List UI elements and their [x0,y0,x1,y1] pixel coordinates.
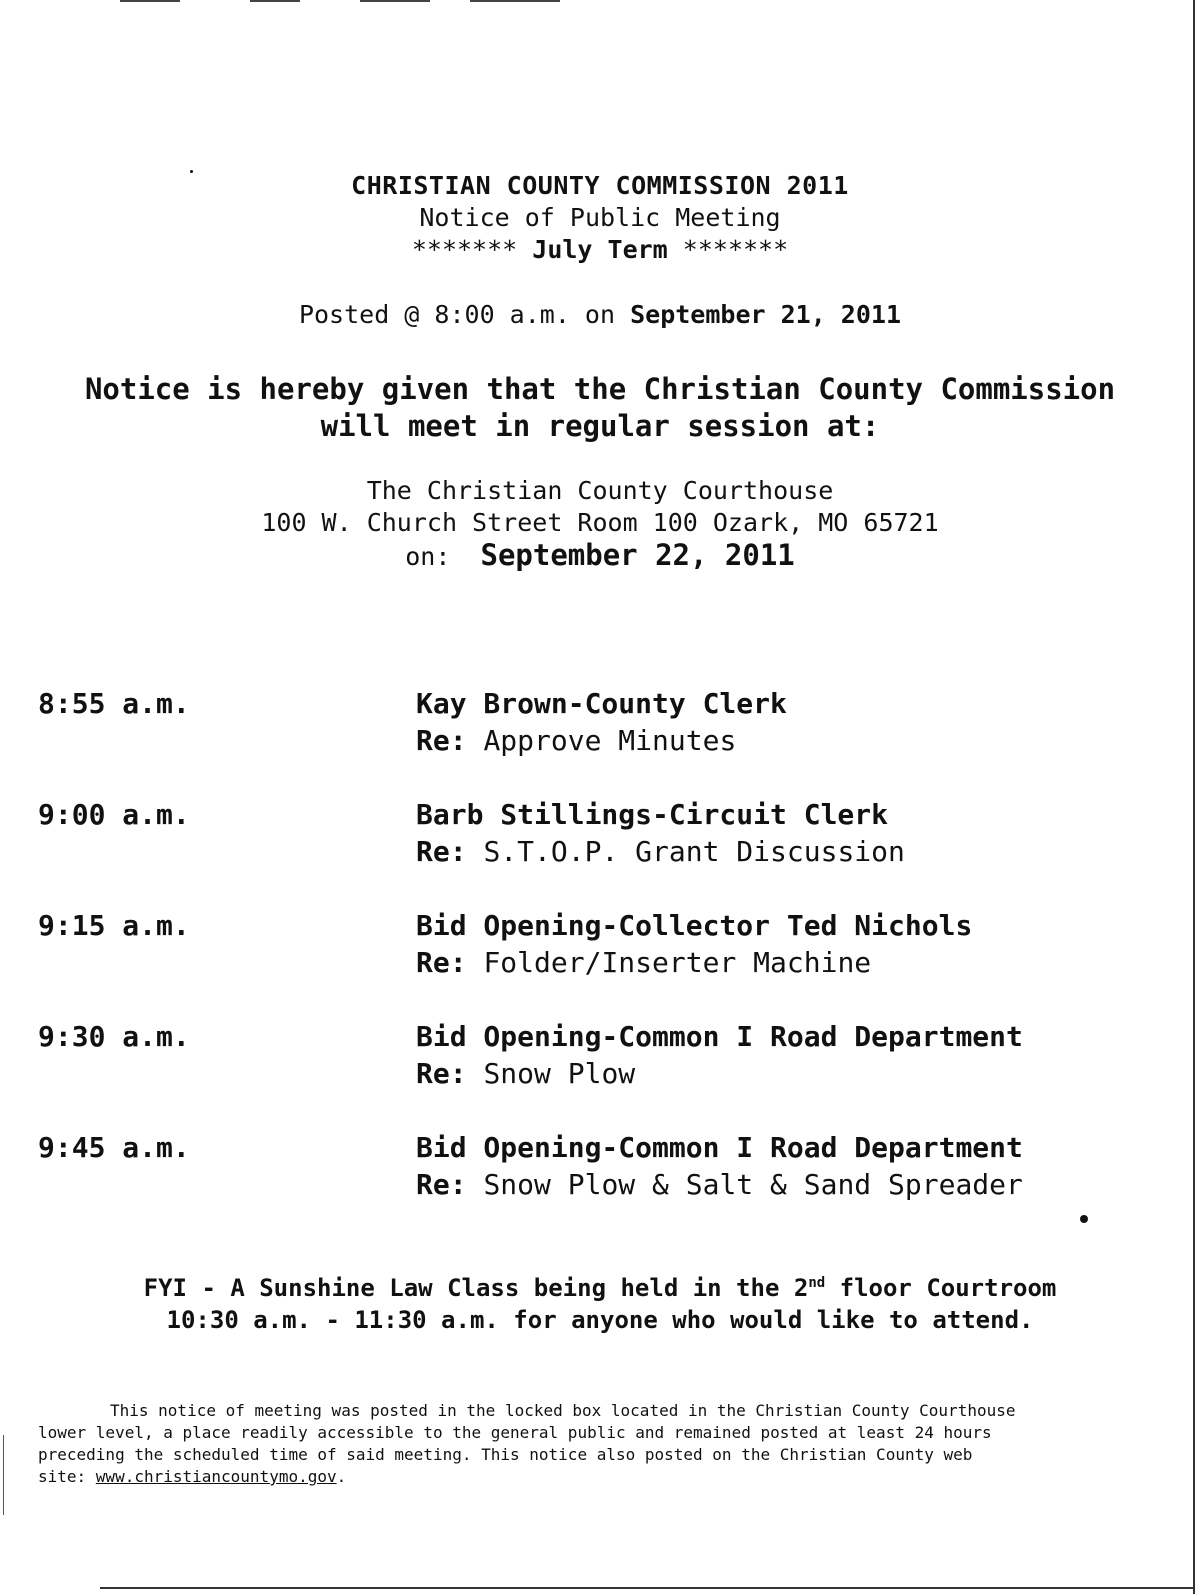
document-header [0,170,1200,266]
footnote-line-3: preceding the scheduled time of said meeting. This notice also posted on the Christian County web [38,1445,973,1464]
agenda-item [38,1130,1138,1241]
topic-text: Folder/Inserter Machine [483,946,872,979]
agenda-time: 9:00 a.m. [38,798,190,831]
document-title: CHRISTIAN COUNTY COMMISSION 2011 [351,171,849,200]
agenda-item [38,686,1138,797]
re-label: Re: [416,1057,467,1090]
agenda-speaker: Kay Brown-County Clerk [416,687,787,720]
page-edge-left [3,1435,4,1515]
agenda-topic [416,945,871,981]
agenda-time: 9:15 a.m. [38,909,190,942]
term-line [0,234,1200,266]
on-label: on: [405,542,451,571]
agenda-topic [416,834,905,870]
notice-statement [0,371,1200,445]
agenda-time: 8:55 a.m. [38,687,190,720]
agenda-list [38,686,1138,1241]
fyi-line-1-text: FYI - A Sunshine Law Class being held in the 2 [143,1274,809,1302]
fyi-notice [0,1267,1200,1336]
term-stars-left: ******* [411,235,518,264]
footnote-line-1: This notice of meeting was posted in the locked box located in the Christian County Courthouse [110,1401,1016,1420]
notice-line-2: will meet in regular session at: [320,409,880,443]
term-stars-right: ******* [682,235,789,264]
website-link[interactable]: www.christiancountymo.gov [95,1467,337,1486]
scan-artifact [360,0,430,2]
fyi-line-1 [0,1267,1200,1304]
page-edge-bottom [100,1587,1195,1589]
fyi-line-1-rest: floor Courtroom [825,1274,1057,1302]
re-label: Re: [416,835,467,868]
location-building: The Christian County Courthouse [366,476,834,505]
agenda-speaker: Bid Opening-Collector Ted Nichols [416,909,973,942]
agenda-item [38,908,1138,1019]
scan-artifact [120,0,180,2]
agenda-topic [416,1056,635,1092]
meeting-location [0,475,1200,573]
posted-date: September 21, 2011 [630,300,902,329]
re-label: Re: [416,724,467,757]
notice-line-1: Notice is hereby given that the Christian County Commission [84,372,1116,406]
location-address: 100 W. Church Street Room 100 Ozark, MO 65721 [261,508,939,537]
topic-text: Approve Minutes [483,724,737,757]
ordinal-suffix: nd [808,1275,826,1291]
scan-artifact [470,0,560,2]
footnote-line-4 [38,1466,1138,1488]
footnote-line-2: lower level, a place readily accessible to the general public and remained posted at least 24 hours [38,1423,992,1442]
meeting-date: September 22, 2011 [480,538,795,572]
re-label: Re: [416,1168,467,1201]
agenda-topic [416,1167,1023,1203]
term-label: July Term [532,235,668,264]
agenda-item [38,1019,1138,1130]
agenda-speaker: Bid Opening-Common I Road Department [416,1020,1023,1053]
agenda-time: 9:45 a.m. [38,1131,190,1164]
topic-text: Snow Plow & Salt & Sand Spreader [483,1168,1023,1201]
agenda-speaker: Bid Opening-Common I Road Department [416,1131,1023,1164]
agenda-speaker: Barb Stillings-Circuit Clerk [416,798,889,831]
posted-line [0,299,1200,331]
agenda-item [38,797,1138,908]
site-prefix: site: [38,1467,96,1486]
site-suffix: . [336,1467,347,1486]
scan-artifact [250,0,300,2]
posted-prefix: Posted @ 8:00 a.m. on [298,300,616,329]
topic-text: Snow Plow [483,1057,636,1090]
topic-text: S.T.O.P. Grant Discussion [483,835,905,868]
re-label: Re: [416,946,467,979]
fyi-line-2: 10:30 a.m. - 11:30 a.m. for anyone who would like to attend. [166,1306,1034,1334]
meeting-date-line [0,539,1200,573]
document-subtitle: Notice of Public Meeting [419,203,781,232]
agenda-topic [416,723,736,759]
posting-footnote [38,1400,1138,1488]
agenda-time: 9:30 a.m. [38,1020,190,1053]
